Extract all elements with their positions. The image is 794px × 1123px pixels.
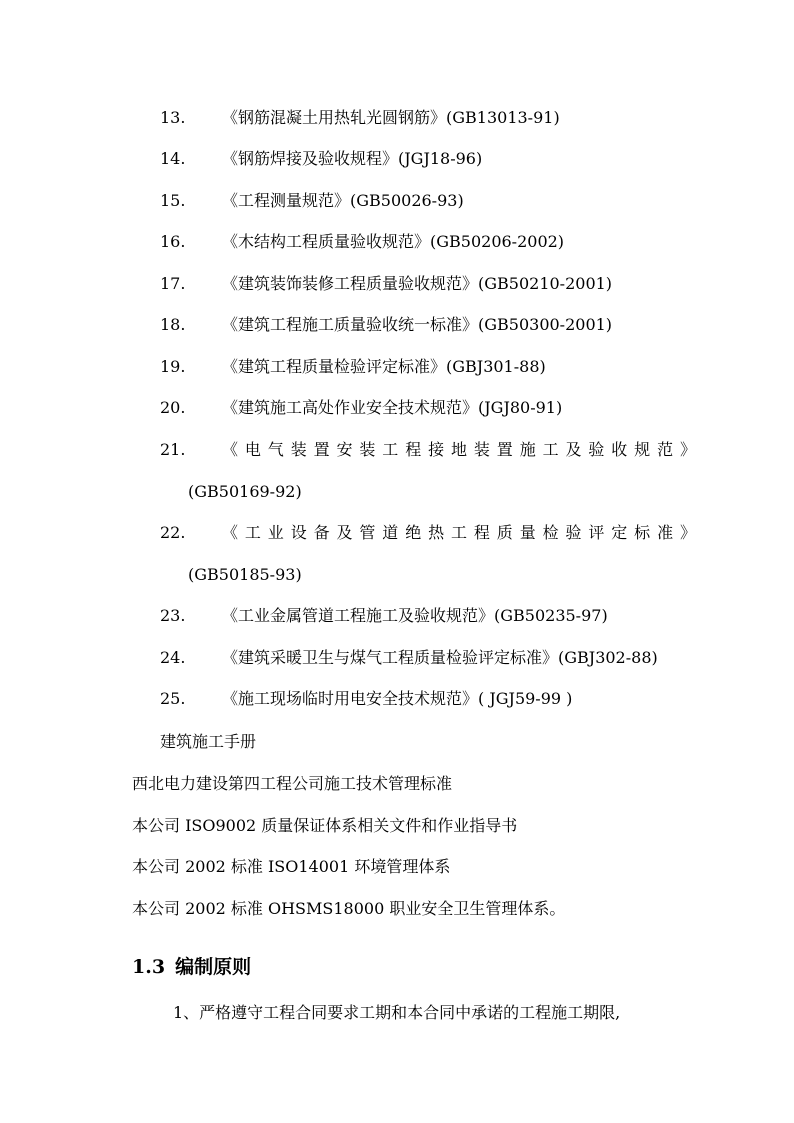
other-reference: 本公司 2002 标准 OHSMS18000 职业安全卫生管理体系。 (132, 899, 566, 918)
reference-text: 《木结构工程质量验收规范》(GB50206-2002) (222, 232, 565, 251)
other-reference: 西北电力建设第四工程公司施工技术管理标准 (132, 774, 453, 793)
reference-text: 《钢筋混凝土用热轧光圆钢筋》(GB13013-91) (222, 108, 560, 127)
reference-text: 《建筑施工高处作业安全技术规范》(JGJ80-91) (222, 398, 563, 417)
reference-text: 《建筑工程施工质量验收统一标准》(GB50300-2001) (222, 315, 613, 334)
section-number: 1.3 (132, 956, 166, 978)
reference-continuation: (GB50185-93) (188, 565, 302, 584)
section-heading (132, 952, 251, 982)
other-reference: 本公司 ISO9002 质量保证体系相关文件和作业指导书 (132, 816, 518, 835)
reference-number: 23. (160, 606, 186, 625)
reference-number: 14. (160, 149, 186, 168)
other-reference: 建筑施工手册 (160, 732, 257, 751)
reference-text: 《工程测量规范》(GB50026-93) (222, 191, 464, 210)
reference-text: 《建筑采暖卫生与煤气工程质量检验评定标准》(GBJ302-88) (222, 648, 658, 667)
reference-number: 22. (160, 523, 186, 542)
reference-text: 《建筑工程质量检验评定标准》(GBJ301-88) (222, 357, 546, 376)
reference-number: 15. (160, 191, 186, 210)
reference-number: 19. (160, 357, 186, 376)
reference-number: 21. (160, 440, 186, 459)
reference-number: 20. (160, 398, 186, 417)
reference-continuation: (GB50169-92) (188, 482, 302, 501)
reference-number: 24. (160, 648, 186, 667)
reference-number: 18. (160, 315, 186, 334)
reference-number: 25. (160, 689, 186, 708)
reference-text: 《工业金属管道工程施工及验收规范》(GB50235-97) (222, 606, 608, 625)
other-reference: 本公司 2002 标准 ISO14001 环境管理体系 (132, 857, 451, 876)
reference-number: 17. (160, 274, 186, 293)
reference-text: 《建筑装饰装修工程质量验收规范》(GB50210-2001) (222, 274, 613, 293)
reference-number: 13. (160, 108, 186, 127)
body-paragraph: 1、严格遵守工程合同要求工期和本合同中承诺的工程施工期限, (173, 1003, 621, 1022)
reference-text: 《工业设备及管道绝热工程质量检验评定标准》 (222, 523, 696, 542)
reference-text: 《钢筋焊接及验收规程》(JGJ18-96) (222, 149, 483, 168)
section-title: 编制原则 (175, 956, 252, 978)
reference-text: 《电气装置安装工程接地装置施工及验收规范》 (222, 440, 696, 459)
reference-text: 《施工现场临时用电安全技术规范》( JGJ59-99 ) (222, 689, 573, 708)
reference-number: 16. (160, 232, 186, 251)
